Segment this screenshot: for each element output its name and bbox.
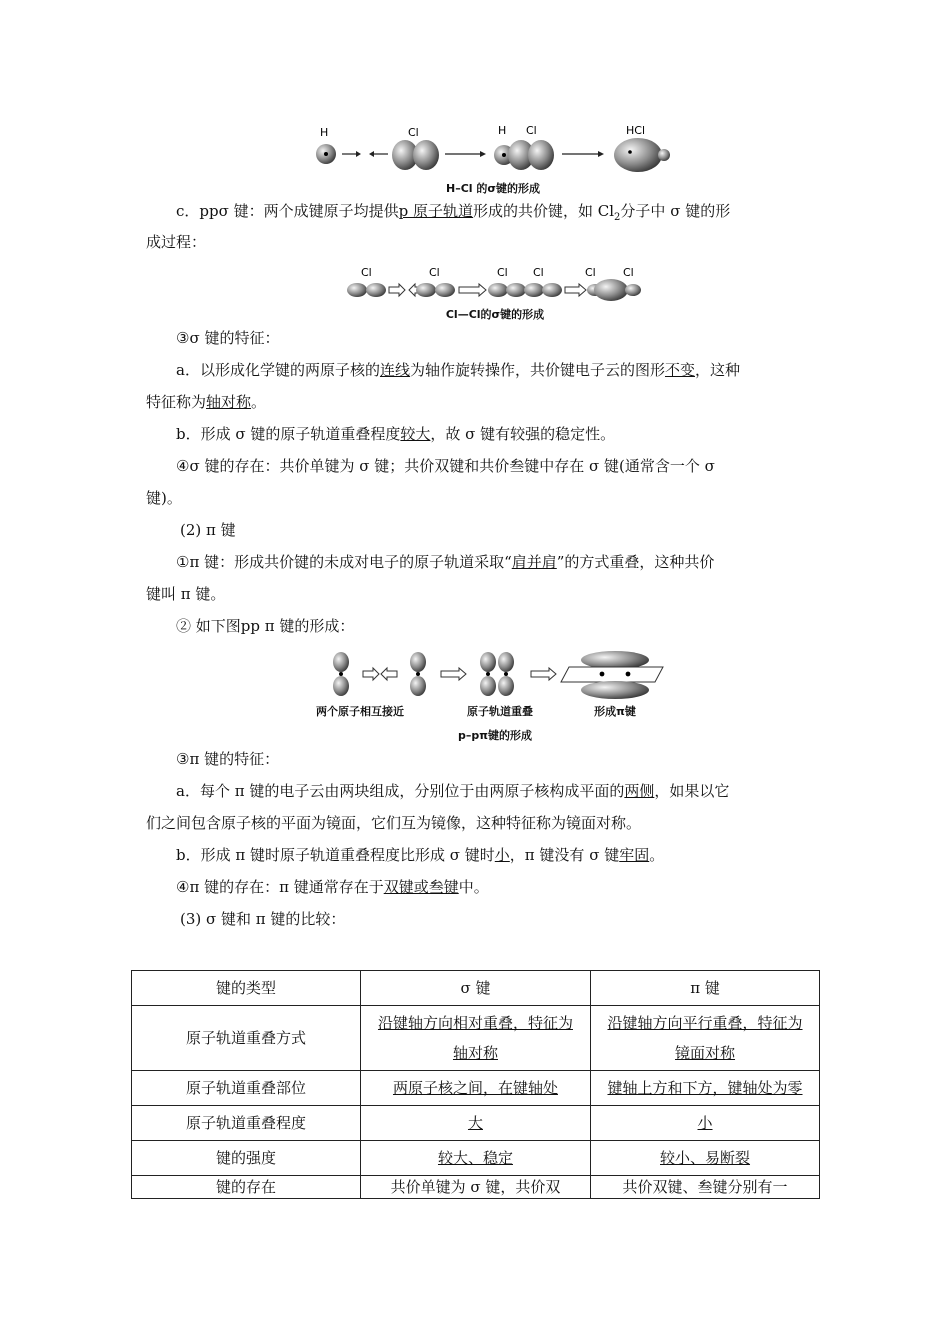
pi-features-heading: ③π 键的特征： <box>176 750 280 768</box>
sigma-feature-b <box>176 423 615 444</box>
fig2-label-5: Cl <box>585 266 596 279</box>
pi-heading: (2) π 键 <box>180 521 236 539</box>
hcl-sigma-diagram <box>308 120 678 180</box>
para-c-text2: 形成的共价键，如 Cl <box>473 202 615 220</box>
table-cell: 小 <box>591 1106 820 1141</box>
fig1-label-cl: Cl <box>408 126 419 139</box>
fig2-label-4: Cl <box>533 266 544 279</box>
s3a-underline3: 轴对称 <box>206 393 252 411</box>
table-header-cell: 键的类型 <box>132 971 361 1006</box>
s3a-underline2: 不变 <box>664 361 695 379</box>
pp-pi-step2: 原子轨道重叠 <box>467 705 533 718</box>
table-row-label: 原子轨道重叠部位 <box>132 1071 361 1106</box>
table-row <box>132 1006 820 1071</box>
fig1-label-hcl: HCl <box>626 124 646 137</box>
fig2-label-3: Cl <box>497 266 508 279</box>
table-cell: 共价单键为 σ 键，共价双 <box>360 1176 590 1199</box>
pi3a-text2: ，如果以它 <box>654 782 730 800</box>
table-cell: 两原子核之间，在键轴处 <box>360 1071 590 1106</box>
pi4-text: ④π 键的存在：π 键通常存在于 <box>176 878 384 896</box>
table-cell: 沿键轴方向平行重叠，特征为镜面对称 <box>591 1006 820 1071</box>
pi3b-text: b．形成 π 键时原子轨道重叠程度比形成 σ 键时 <box>176 846 495 864</box>
sigma-existence-line2: 键)。 <box>146 489 182 507</box>
table-row <box>132 1071 820 1106</box>
s3b-text: b．形成 σ 键的原子轨道重叠程度 <box>176 425 401 443</box>
fig1-label-h: H <box>320 126 329 139</box>
fig1-label-cl2: Cl <box>526 124 537 137</box>
sigma-feature-a-line2 <box>146 391 266 412</box>
table-header-cell: π 键 <box>591 971 820 1006</box>
fig2-label-6: Cl <box>623 266 634 279</box>
table-row-label: 原子轨道重叠程度 <box>132 1106 361 1141</box>
pp-pi-step1: 两个原子相互接近 <box>316 705 404 718</box>
pi-feature-a-line2: 们之间包含原子核的平面为镜面，它们互为镜像，这种特征称为镜面对称。 <box>146 814 642 832</box>
fig2-label-1: Cl <box>361 266 372 279</box>
pp-pi-step3: 形成π键 <box>594 705 636 718</box>
pi3b-underline1: 小 <box>494 846 510 864</box>
para-c-subscript: 2 <box>614 212 621 223</box>
pi-def-line1 <box>176 551 714 572</box>
s3a-line2-text: 特征称为 <box>146 393 207 411</box>
pi3b-underline2: 牢固 <box>619 846 650 864</box>
pi3a-text: a．每个 π 键的电子云由两块组成，分别位于由两原子核构成平面的 <box>176 782 625 800</box>
para-c-text3: 分子中 σ 键的形 <box>620 202 731 220</box>
table-row <box>132 1141 820 1176</box>
pi4-text2: 中。 <box>458 878 489 896</box>
pp-pi-figure <box>316 649 665 745</box>
sigma-feature-a-line1 <box>176 359 740 380</box>
s3a-underline1: 连线 <box>379 361 410 379</box>
para-c-text: c．ppσ 键：两个成键原子均提供 <box>176 202 399 220</box>
para-c-underline: p 原子轨道 <box>398 202 473 220</box>
table-header-row <box>132 971 820 1006</box>
pi-feature-a-line1 <box>176 780 729 801</box>
pi-existence <box>176 876 489 897</box>
pi1-text: ①π 键：形成共价键的未成对电子的原子轨道采取“ <box>176 553 512 571</box>
table-row <box>132 1176 820 1199</box>
table-row-label: 键的存在 <box>132 1176 361 1199</box>
table-cell: 较小、易断裂 <box>591 1141 820 1176</box>
pi3a-underline: 两侧 <box>624 782 655 800</box>
s3a-text2: 为轴作旋转操作，共价键电子云的图形 <box>409 361 665 379</box>
table-cell: 共价双键、叁键分别有一 <box>591 1176 820 1199</box>
pi1-text2: ”的方式重叠，这种共价 <box>556 553 715 571</box>
pp-pi-diagram <box>325 649 665 701</box>
clcl-sigma-diagram <box>345 264 645 306</box>
pi3b-text2: ，π 键没有 σ 键 <box>509 846 620 864</box>
sigma-pi-comparison-table <box>131 970 820 1199</box>
pi-figure-intro: ② 如下图pp π 键的形成： <box>176 617 355 635</box>
para-c-line2: 成过程： <box>146 233 207 251</box>
table-row-label: 键的强度 <box>132 1141 361 1176</box>
fig2-caption: Cl—Cl的σ键的形成 <box>445 308 545 321</box>
sigma-existence-line1: ④σ 键的存在：共价单键为 σ 键；共价双键和共价叁键中存在 σ 键(通常含一个 σ <box>176 457 715 475</box>
s3b-underline: 较大 <box>400 425 431 443</box>
table-header-cell: σ 键 <box>360 971 590 1006</box>
comparison-heading: (3) σ 键和 π 键的比较： <box>180 910 346 928</box>
table-cell: 大 <box>360 1106 590 1141</box>
hcl-sigma-figure <box>308 120 678 198</box>
fig1-label-h2: H <box>498 124 507 137</box>
pi4-underline: 双键或叁键 <box>383 878 459 896</box>
table-cell: 沿键轴方向相对重叠，特征为轴对称 <box>360 1006 590 1071</box>
fig1-caption: H–Cl 的σ键的形成 <box>446 182 540 195</box>
table-cell: 较大、稳定 <box>360 1141 590 1176</box>
fig2-label-2: Cl <box>429 266 440 279</box>
pp-pi-caption: p–pπ键的形成 <box>458 729 532 742</box>
clcl-sigma-figure <box>345 264 645 326</box>
s3a-text3: ，这种 <box>695 361 741 379</box>
para-c-line1 <box>176 200 730 223</box>
table-row-label: 原子轨道重叠方式 <box>132 1006 361 1071</box>
s3a-text: a．以形成化学键的两原子核的 <box>176 361 380 379</box>
table-row <box>132 1106 820 1141</box>
s3b-text2: ，故 σ 键有较强的稳定性。 <box>430 425 616 443</box>
pi3b-text3: 。 <box>649 846 665 864</box>
pi-feature-b <box>176 844 664 865</box>
pi1-underline: 肩并肩 <box>511 553 557 571</box>
pi-def-line2: 键叫 π 键。 <box>146 585 226 603</box>
s3a-line2-end: 。 <box>251 393 267 411</box>
sigma-features-heading: ③σ 键的特征： <box>176 329 280 347</box>
table-cell: 键轴上方和下方，键轴处为零 <box>591 1071 820 1106</box>
